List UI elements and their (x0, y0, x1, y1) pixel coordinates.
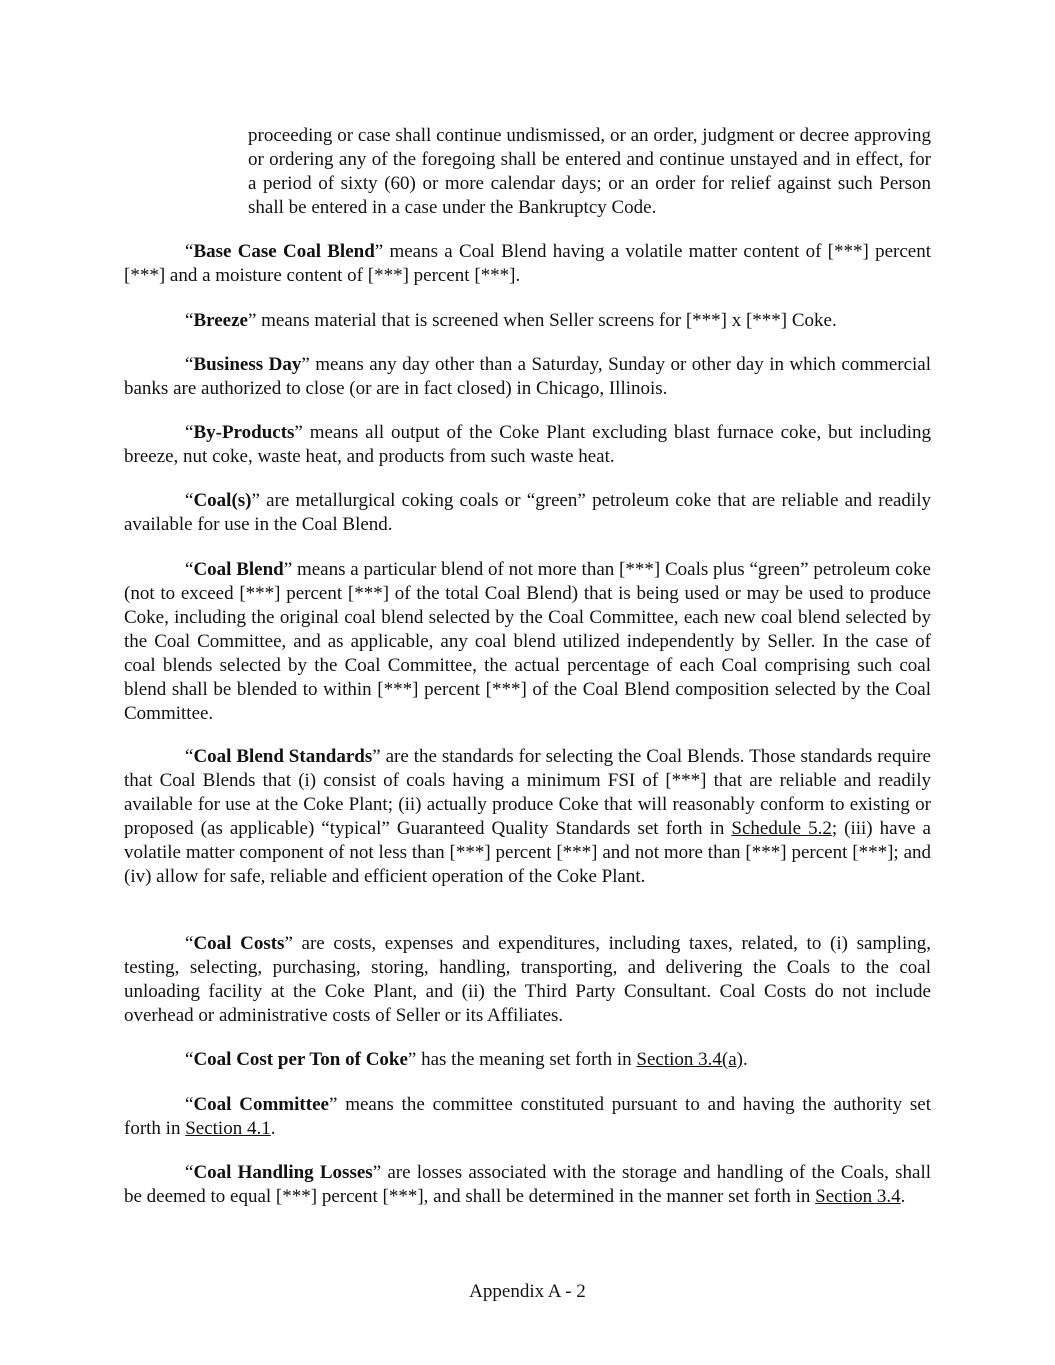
definition-text: means a particular blend of not more than [***] Coals plus “green” petroleum coke (not to exceed [***] percent [***] of the total Coal Blend) that is being used or may be used to produce Coke, including the original coal blend selected by the Coal Committee, each new coal blend selected by the Coal Committee, and as applicable, any coal blend utilized independently by Seller. In the case of coal blends selected by the Coal Committee, the actual percentage of each Coal comprising such coal blend shall be blended to within [***] percent [***] of the Coal Blend composition selected by the Coal Committee. (124, 559, 931, 724)
definition-business-day: “Business Day” means any day other than a Saturday, Sunday or other day in which commercial banks are authorized to close (or are in fact closed) in Chicago, Illinois. (124, 354, 931, 399)
defined-term: Coal Committee (193, 1094, 329, 1115)
definition-text: has the meaning set forth in (416, 1049, 637, 1070)
section-4-1-link[interactable]: Section 4.1 (185, 1118, 271, 1139)
defined-term: Coal Handling Losses (193, 1162, 373, 1183)
definition-text: . (270, 1118, 276, 1139)
defined-term: Base Case Coal Blend (193, 241, 375, 262)
definition-by-products: “By-Products” means all output of the Coke Plant excluding blast furnace coke, but including breeze, nut coke, waste heat, and products from such waste heat. (124, 422, 931, 467)
defined-term: Business Day (193, 354, 302, 375)
definition-coal-blend-standards: “Coal Blend Standards” are the standards for selecting the Coal Blends. Those standards require that Coal Blends that (i) consist of coals having a minimum FSI of [***] that are reliable and readily available for use at the Coke Plant; (ii) actually produce Coke that will reasonably conform to existing or proposed (as applicable) “typical” Guaranteed Quality Standards set forth in Schedule 5.2; (iii) have a volatile matter component of not less than [***] percent [***] and not more than [***] percent [***]; and (iv) allow for safe, reliable and efficient operation of the Coke Plant. (124, 746, 931, 887)
section-3-4-link[interactable]: Section 3.4 (815, 1186, 901, 1207)
defined-term: Breeze (193, 310, 248, 331)
definition-text: are metallurgical coking coals or “green” petroleum coke that are reliable and readily available for use in the Coal Blend. (124, 490, 931, 535)
page-footer: Appendix A - 2 (469, 1281, 586, 1302)
definition-text: means any day other than a Saturday, Sunday or other day in which commercial banks are authorized to close (or are in fact closed) in Chicago, Illinois. (124, 354, 931, 399)
definition-text: are the standards for selecting the Coal Blends. Those standards require that Coal Blends that (i) consist of coals having a minimum FSI of [***] that are reliable and readily available for use at the Coke Plant; (ii) actually produce Coke that will reasonably conform to existing or proposed (as applicable) “typical” Guaranteed Quality Standards set forth in (124, 746, 931, 839)
schedule-5-2-link[interactable]: Schedule 5.2 (731, 818, 832, 839)
definition-text: means all output of the Coke Plant excluding blast furnace coke, but including breeze, nut coke, waste heat, and products from such waste heat. (124, 422, 931, 467)
definition-coal-blend: “Coal Blend” means a particular blend of not more than [***] Coals plus “green” petroleum coke (not to exceed [***] percent [***] of the total Coal Blend) that is being used or may be used to produce Coke, including the original coal blend selected by the Coal Committee, each new coal blend selected by the Coal Committee, and as applicable, any coal blend utilized independently by Seller. In the case of coal blends selected by the Coal Committee, the actual percentage of each Coal comprising such coal blend shall be blended to within [***] percent [***] of the Coal Blend composition selected by the Coal Committee. (124, 559, 931, 724)
section-3-4-a-link[interactable]: Section 3.4(a) (636, 1049, 743, 1070)
definition-coal-committee: “Coal Committee” means the committee constituted pursuant to and having the authority set forth in Section 4.1. (124, 1094, 931, 1139)
definition-base-case-coal-blend: “Base Case Coal Blend” means a Coal Blend having a volatile matter content of [***] percent [***] and a moisture content of [***] percent [***]. (124, 241, 931, 286)
continuation-paragraph: proceeding or case shall continue undismissed, or an order, judgment or decree approving or ordering any of the foregoing shall be entered and continue unstayed and in effect, for a period of sixty (60) or more calendar days; or an order for relief against such Person shall be entered in a case under the Bankruptcy Code. (248, 125, 931, 218)
definition-text: means material that is screened when Seller screens for [***] x [***] Coke. (256, 310, 837, 331)
definition-text: means a Coal Blend having a volatile matter content of [***] percent [***] and a moisture content of [***] percent [***]. (124, 241, 931, 286)
definition-coal-costs: “Coal Costs” are costs, expenses and expenditures, including taxes, related, to (i) sampling, testing, selecting, purchasing, storing, handling, transporting, and delivering the Coals to the coal unloading facility at the Coke Plant, and (ii) the Third Party Consultant. Coal Costs do not include overhead or administrative costs of Seller or its Affiliates. (124, 933, 931, 1026)
defined-term: Coal Blend Standards (193, 746, 373, 767)
definition-text: are costs, expenses and expenditures, including taxes, related, to (i) sampling, testing, selecting, purchasing, storing, handling, transporting, and delivering the Coals to the coal unloading facility at the Coke Plant, and (ii) the Third Party Consultant. Coal Costs do not include overhead or administrative costs of Seller or its Affiliates. (124, 933, 931, 1026)
definition-coals: “Coal(s)” are metallurgical coking coals or “green” petroleum coke that are reliable and readily available for use in the Coal Blend. (124, 490, 931, 535)
definition-coal-cost-per-ton: “Coal Cost per Ton of Coke” has the meaning set forth in Section 3.4(a). (185, 1049, 748, 1070)
defined-term: Coal(s) (193, 490, 252, 511)
defined-term: By-Products (193, 422, 295, 443)
definition-text: . (742, 1049, 748, 1070)
defined-term: Coal Blend (193, 559, 284, 580)
defined-term: Coal Cost per Ton of Coke (193, 1049, 408, 1070)
definition-text: ; (iii) have a volatile matter component of not less than [***] percent [***] and not more than [***] percent [***]; and (iv) allow for safe, reliable and efficient operation of the Coke Plant. (124, 818, 931, 887)
definition-text: are losses associated with the storage and handling of the Coals, shall be deemed to equal [***] percent [***], and shall be determined in the manner set forth in (124, 1162, 932, 1207)
definition-text: means the committee constituted pursuant to and having the authority set forth in (124, 1094, 931, 1139)
definition-text: . (900, 1186, 906, 1207)
definition-coal-handling-losses: “Coal Handling Losses” are losses associated with the storage and handling of the Coals, shall be deemed to equal [***] percent [***], and shall be determined in the manner set forth in Section 3.4. (124, 1162, 932, 1207)
defined-term: Coal Costs (193, 933, 285, 954)
definition-breeze: “Breeze” means material that is screened when Seller screens for [***] x [***] Coke. (185, 310, 837, 331)
